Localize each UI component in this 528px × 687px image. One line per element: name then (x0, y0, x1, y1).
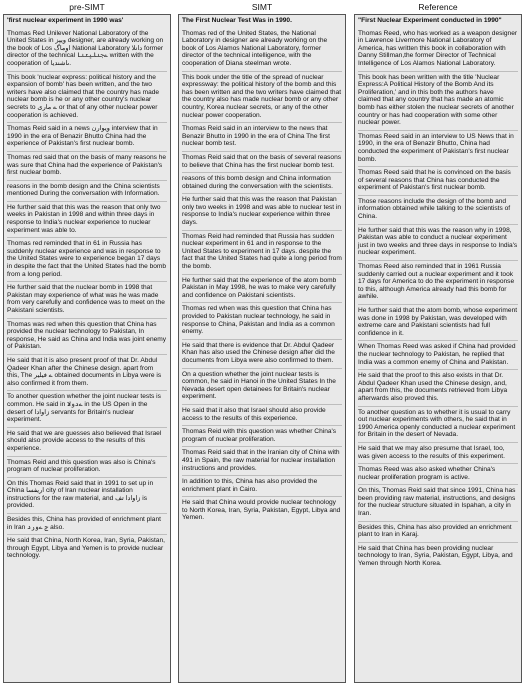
paragraph: Thomas red reminded that in 61 in Russia has suddenly nuclear experience and was in response to the United States were to experience began 17 days in despite the fact that the United States had the bomb from a long period. (7, 237, 167, 281)
paragraph: Thomas Reid said that in the Iranian city of China with 491 in Spain, the raw material for nuclear installation instructions and provides. (182, 446, 342, 475)
paragraph: Besides this, China has provided of enrichment plant in Iran ج ےورد also. (7, 513, 167, 534)
paragraph: This book under the title of the spread of nuclear expressway: the political history of the bomb and this has been written and the two writers have claimed that the country also has made nuclear bomb or any other country, Korea nuclear secrets, or any of the other nuclear power cooperation. (182, 71, 342, 123)
paragraph-list (7, 28, 167, 563)
paragraph: When Thomas Reed was asked if China had provided the nuclear technology to Pakistan, he replied that India was a common enemy of China and Pakistan. (358, 340, 518, 369)
paragraph: He further said that the experience of the atom bomb Pakistan in May 1998, he was to make very carefully and confidence on Pakistani scientists. (182, 274, 342, 303)
text-panel (178, 14, 346, 683)
paragraph: On this Thomas Reid said that in 1991 to set up in China اریفسا city of Iran nuclear installation instructions for the raw material, and زاوادا تف is provided. (7, 477, 167, 513)
paragraph: He said that it is also present proof of that Dr. Abdul Qadeer Khan after the Chinese design. apart from this, The ے فیلیر obtained documents in Libya were is also confirmed it from them. (7, 354, 167, 390)
paragraph: This book 'nuclear express: political history and the expansion of bomb' has been written, and the two writers have also claimed that the country has made nuclear bomb is he or any other country's nuclear secrets to ے ماری or that of any other nuclear power cooperation is achieved. (7, 71, 167, 123)
paragraph: Thomas Reid with this question was whether China's program of nuclear proliferation. (182, 425, 342, 446)
paragraph: Thomas Reed said in an interview to US News that in 1990, in the era of Benazir Bhutto, China had conducted the experiment of Pakistan's first nuclear bomb. (358, 130, 518, 166)
paragraph: He said that we may also presume that Israel, too, was given access to the results of this experiment. (358, 442, 518, 463)
paragraph: To another question whether the joint nuclear tests is common. He said in ےدولا in the US Open in the desert of زاوادا servants for Britain's nuclear experiment. (7, 390, 167, 426)
paragraph: He said that China, North Korea, Iran, Syria, Pakistan, through Egypt, Libya and Yemen is to provide nuclear technology. (7, 534, 167, 563)
paragraph: Thomas Reed said that he is convinced on the basis of several reasons that China has conducted the experiment of Pakistan's first nuclear bomb. (358, 166, 518, 195)
column-reference (354, 0, 522, 683)
article-title: 'first nuclear experiment in 1990 was' (7, 17, 124, 24)
paragraph: He said that there is evidence that Dr. Abdul Qadeer Khan has also used the Chinese design after did the documents from Libya were also confirmed to them. (182, 339, 342, 368)
paragraph: He further said that this was the reason that Pakistan only two weeks in 1998 and was able to nuclear test in response to India's nuclear experience within three days. (182, 193, 342, 229)
paragraph: On this, Thomas Reid said that since 1991, China has been providing raw material, instructions, and designs for the nuclear structure situated in Ispahan, a city in Iran. (358, 484, 518, 520)
paragraph: He said that we are guesses also believed that Israel should also provide access to the results of this experience. (7, 427, 167, 456)
paragraph: He further said that the atom bomb, whose experiment was done in 1998 by Pakistan, was developed with extreme care and Pakistani scientists had full confidence in it. (358, 304, 518, 340)
paragraph: Thomas red said that on the basis of many reasons he was sure that China had the experience of Pakistan's first nuclear bomb. (7, 151, 167, 180)
paragraph: He said that China would provide nuclear technology to North Korea, Iran, Syria, Pakistan, Egypt, Libya and Yemen. (182, 496, 342, 525)
column-header: pre-SIMT (69, 2, 105, 12)
paragraph: Thomas Reid said that on the basis of several reasons to believe that China has the first nuclear bomb test. (182, 151, 342, 172)
paragraph: Thomas Reid and this question was also is China's program of nuclear proliferation. (7, 456, 167, 477)
paragraph: reasons in the bomb design and the China scientists mentioned During the conversation with Information. (7, 180, 167, 201)
paragraph: Thomas was red when this question that China has provided the nuclear technology to Pakistan, In response, He said as China and India was joint enemy of Pakistan. (7, 318, 167, 354)
paragraph: Thomas red of the United States, the National Laboratory in designer are already working on the book of Los Alamos National Laboratory, former director of the technical intelligence, with the cooperation of Diana steelman wrote. (182, 29, 328, 67)
paragraph: He said that the proof to this also exists in that Dr. Abdul Qadeer Khan used the Chinese design, and, apart from this, the documents retrieved from Libya afterwards also proved this. (358, 369, 518, 405)
paragraph: On a question whether the joint nuclear tests is common, he said in Hanoi in the United States In the Nevada desert open detainees for Britain's nuclear experiment. (182, 368, 342, 404)
text-panel (354, 14, 522, 683)
paragraph: Besides this, China has also provided an enrichment plant to Iran in Karaj. (358, 521, 518, 542)
paragraph: Thomas Reed also reminded that in 1961 Russia suddenly carried out a nuclear experiment and it took 17 days for America to do the experiment in response to this, although America already had this bomb for awhile. (358, 260, 518, 304)
column-pre-simt (3, 0, 171, 683)
paragraph: He said that it also that Israel should also provide access to the results of this experience. (182, 404, 342, 425)
paragraph: In addition to this, China has also provided the enrichment plant in Cairo. (182, 475, 342, 496)
paragraph: Thomas Reed, who has worked as a weapon designer in Lawrence Livermore National Laboratory of America, has written this book in collaboration with Danny Stillman,the former Director of Technical Intelligence of Los Alamos National Laboratory. (358, 29, 518, 67)
column-simt (178, 0, 346, 683)
paragraph: Thomas Red Unilever National Laboratory of the United States in ویپز designer, are already working on the book of Los اوماگ National Laboratory دانلا former director of the technical ےجنلیتنا written with the cooperation of ںاشندیا. (7, 29, 164, 67)
paragraph: He further said that the nuclear bomb in 1998 that Pakistan may experience of what was he was made from very carefully and confidence was to meet on the Pakistani scientists. (7, 281, 167, 317)
column-header: SIMT (251, 2, 273, 12)
column-header: Reference (418, 2, 458, 12)
paragraph-list (182, 28, 342, 525)
paragraph: He further said that this was the reason why in 1998, Pakistan was able to conduct a nuclear experiment just in two weeks and three days in response to India's nuclear experiment. (358, 224, 518, 260)
paragraph: Those reasons include the design of the bomb and information obtained while talking to the scientists of China. (358, 195, 518, 224)
paragraph: Thomas Reed was also asked whether China's nuclear proliferation program is active. (358, 463, 518, 484)
article-title: "First Nuclear Experiment conducted in 1990" (358, 17, 502, 24)
paragraph-list (358, 28, 518, 571)
paragraph: reasons of this bomb design and China information obtained during the conversation with the scientists. (182, 172, 342, 193)
article-title: The First Nuclear Test Was in 1990. (182, 17, 292, 24)
paragraph: To another question as to whether it is usual to carry out nuclear experiments with others, he said that in 1990 America openly conducted a nuclear experiment for Britain in the desert of Nevada. (358, 406, 518, 442)
paragraph: Thomas Reid said in an interview to the news that Benazir Bhutto in 1990 in the era of China The first nuclear bomb test. (182, 122, 342, 151)
text-panel (3, 14, 171, 683)
paragraph: This book has been written with the title 'Nuclear Express:A Political History of the Bomb And its Proliferation,' and in this both the authors have claimed that any country that has made an atomic bomb has either stolen the nuclear secrets of another country or has had cooperation with some other nuclear power. (358, 71, 518, 130)
paragraph: He further said that this was the reason that only two weeks in Pakistan in 1998 and within three days in response to India's nuclear experience to nuclear experiment was able to. (7, 201, 167, 237)
paragraph: Thomas Reid had reminded that Russia has sudden nuclear experiment in 61 and in response to the United States to experiment in 17 days. despite the fact that the United States had quite a long period from the bomb. (182, 230, 342, 274)
paragraph: He said that China has been providing nuclear technology to Iran, Syria, Pakistan, Egypt, Libya, and Yemen through North Korea. (358, 542, 518, 571)
paragraph: Thomas Reid said in a news ویوارن interview that in 1990 in the era of Benazir Bhutto China had the experience of Pakistan's first nuclear bomb. (7, 122, 167, 151)
paragraph: Thomas red when was this question that China has provided to Pakistan nuclear technology, he said in response to China, Pakistan and India as a common enemy. (182, 302, 342, 338)
